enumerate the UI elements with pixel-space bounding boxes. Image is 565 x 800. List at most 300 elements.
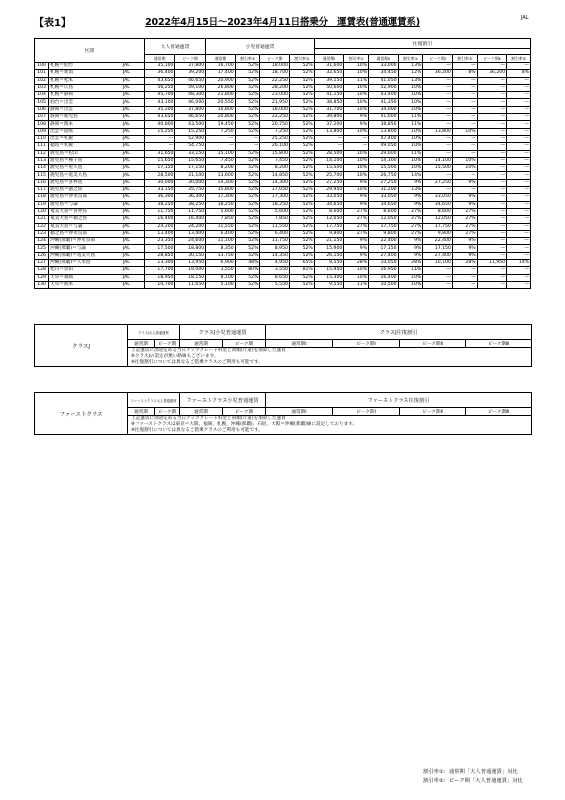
child-peak-cell: 14,850: [260, 172, 290, 179]
rt-regular1-cell: 41,150: [314, 92, 344, 99]
row-number-cell: 130: [35, 281, 49, 288]
rt-rate1-cell: 10%: [344, 274, 369, 281]
first-class-rt-peak3: ピーク期Ⅲ: [466, 408, 532, 416]
airline-cell: JAL: [122, 201, 144, 208]
child-peak-cell: 26,100: [260, 143, 290, 150]
rt-rate2-cell: —: [452, 135, 477, 142]
rt-rate2-cell: —: [452, 150, 477, 157]
adult-regular-cell: 23,350: [144, 238, 175, 245]
rt-rate2b-cell: —: [507, 157, 531, 164]
adult-peak-cell: 33,150: [175, 150, 206, 157]
rt-peak2-cell: —: [477, 245, 507, 252]
adult-peak-cell: 36,300: [175, 194, 206, 201]
adult-regular-cell: 43,650: [144, 114, 175, 121]
rt-regular1-cell: —: [314, 135, 344, 142]
child-peak-cell: 22,250: [260, 77, 290, 84]
adult-peak-cell: 30,150: [175, 252, 206, 259]
rt-peak1-cell: —: [423, 274, 453, 281]
first-class-child-regular: 通常期: [180, 408, 223, 416]
rt-peak2-cell: —: [477, 187, 507, 194]
rt-rate2b-cell: —: [507, 267, 531, 274]
child-rate1-cell: 52%: [235, 63, 260, 70]
rt-peak1-cell: —: [423, 121, 453, 128]
rt-peak1-cell: 12,050: [423, 216, 453, 223]
first-class-child-header: ファーストクラス小児普通運賃: [180, 393, 266, 408]
table-row: [35, 194, 531, 201]
rt-rate1-cell: 10%: [344, 267, 369, 274]
row-number-cell: 126: [35, 252, 49, 259]
rt-peak2-cell: —: [477, 165, 507, 172]
rt-peak2-cell: —: [477, 281, 507, 288]
rt-rate1b-cell: 10%: [398, 281, 423, 288]
child-rate1-cell: 52%: [235, 201, 260, 208]
table-row: [35, 172, 531, 179]
rt-regular1-cell: 38,850: [314, 99, 344, 106]
rt-rate2-cell: 27%: [452, 223, 477, 230]
rt-peak1-cell: 36,200: [423, 70, 453, 77]
route-header: 区間: [35, 39, 145, 63]
child-peak-cell: 5,550: [260, 281, 290, 288]
rt-peak2-cell: —: [477, 216, 507, 223]
rt-rate2b-cell: —: [507, 128, 531, 135]
table-row: [35, 143, 531, 150]
table-row: [35, 208, 531, 215]
rt-rate1b-cell: 13%: [398, 187, 423, 194]
child-rate2-cell: 52%: [289, 106, 314, 113]
rt-regular2-cell: 41,350: [369, 99, 399, 106]
rt-regular2-cell: 41,600: [369, 114, 399, 121]
rt-peak2-cell: —: [477, 172, 507, 179]
table-row: [35, 267, 531, 274]
rt-rate1b-cell: 9%: [398, 201, 423, 208]
child-rate1-cell: —: [235, 143, 260, 150]
class-j-table: [34, 324, 532, 367]
fare-table: [34, 38, 531, 289]
rt-rate2-cell: —: [452, 121, 477, 128]
child-peak-cell: 11,550: [260, 223, 290, 230]
child-rate1-cell: 52%: [235, 216, 260, 223]
adult-regular-cell: 11,750: [144, 208, 175, 215]
round-trip-header: 往復割引: [314, 39, 530, 49]
rt-peak1-cell: 14,100: [423, 157, 453, 164]
rt-rate2b-cell: —: [507, 135, 531, 142]
table-row: [35, 230, 531, 237]
rt-rate2-cell: 9%: [452, 179, 477, 186]
child-rate2-cell: 65%: [289, 260, 314, 267]
rt-rate2b-cell: —: [507, 245, 531, 252]
airline-cell: JAL: [122, 281, 144, 288]
adult-regular-cell: 24,200: [144, 223, 175, 230]
child-peak-cell: 28,200: [260, 84, 290, 91]
child-rate2-cell: 52%: [289, 135, 314, 142]
first-class-table: [34, 392, 532, 435]
adult-peak-cell: 37,800: [175, 63, 206, 70]
airline-cell: JAL: [122, 216, 144, 223]
child-peak-cell: 7,450: [260, 157, 290, 164]
rt-peak2-cell: —: [477, 230, 507, 237]
airline-cell: JAL: [122, 99, 144, 106]
child-rate1-cell: 52%: [235, 99, 260, 106]
rt-peak2-cell: —: [477, 77, 507, 84]
child-rate2-cell: 52%: [289, 99, 314, 106]
child-regular-cell: 7,450: [206, 157, 236, 164]
rt-rate2-cell: 9%: [452, 238, 477, 245]
child-rate2-cell: 52%: [289, 274, 314, 281]
first-class-child-peak: ピーク期: [223, 408, 266, 416]
adult-peak-cell: 24,600: [175, 238, 206, 245]
row-number-cell: 112: [35, 150, 49, 157]
rt-peak2-cell: —: [477, 150, 507, 157]
rt-regular2-header: 通常期Ⅱ: [369, 55, 399, 63]
rt-rate1b-cell: 10%: [398, 143, 423, 150]
rt-rate1b-cell: 11%: [398, 267, 423, 274]
route-name-cell: 旭川＝羽田: [49, 267, 122, 274]
class-j-note: [128, 348, 532, 367]
child-peak-cell: 20,750: [260, 121, 290, 128]
rt-rate1-cell: 9%: [344, 121, 369, 128]
rt-peak1-cell: —: [423, 135, 453, 142]
adult-regular-cell: 28,500: [144, 172, 175, 179]
rt-rate2b-cell: —: [507, 143, 531, 150]
rt-rate1-cell: 10%: [344, 99, 369, 106]
child-peak-cell: 8,200: [260, 165, 290, 172]
rt-rate2-cell: —: [452, 274, 477, 281]
rt-rate2b-cell: —: [507, 201, 531, 208]
row-number-cell: 129: [35, 274, 49, 281]
rt-regular1-cell: 37,200: [314, 121, 344, 128]
child-peak-cell: 4,950: [260, 260, 290, 267]
rt-rate1b-cell: 12%: [398, 70, 423, 77]
child-peak-cell: 17,050: [260, 187, 290, 194]
first-class-adult-peak: ピーク期: [155, 408, 180, 416]
adult-peak-cell: 59,100: [175, 84, 206, 91]
rt-rate2-cell: 10%: [452, 157, 477, 164]
child-rate1-cell: 52%: [235, 230, 260, 237]
child-regular-cell: 7,850: [206, 216, 236, 223]
child-rate2-cell: 52%: [289, 187, 314, 194]
adult-regular-cell: 17,700: [144, 267, 175, 274]
child-regular-cell: 17,300: [206, 194, 236, 201]
airline-cell: JAL: [122, 135, 144, 142]
footnotes: [423, 768, 523, 785]
row-number-cell: 113: [35, 157, 49, 164]
child-regular-cell: 7,250: [206, 128, 236, 135]
rt-rate1-cell: 27%: [344, 208, 369, 215]
rt-regular2-cell: 27,250: [369, 179, 399, 186]
child-rate2-cell: 52%: [289, 84, 314, 91]
rt-rate2b-cell: —: [507, 84, 531, 91]
rt-peak2-cell: —: [477, 252, 507, 259]
rt-regular2-cell: 34,450: [369, 70, 399, 77]
rt-rate2-cell: —: [452, 92, 477, 99]
rt-rate1-cell: 10%: [344, 187, 369, 194]
route-name-cell: 奄美大島＝喜界島: [49, 208, 122, 215]
airline-cell: JAL: [122, 143, 144, 150]
footnote-rate2: 割引率②：ピーク期「大人普通運賃」対比: [423, 777, 523, 784]
adult-peak-cell: 13,950: [175, 260, 206, 267]
rt-regular2-cell: 26,750: [369, 172, 399, 179]
rt-rate2-header: 割引率②: [452, 55, 477, 63]
rt-regular1-cell: 27,250: [314, 179, 344, 186]
rt-rate1b-cell: 9%: [398, 245, 423, 252]
route-name-cell: 札幌＝仙台: [49, 63, 122, 70]
adult-regular-cell: 15,650: [144, 157, 175, 164]
child-rate1-cell: 52%: [235, 179, 260, 186]
adult-regular-cell: 18,950: [144, 274, 175, 281]
row-number-cell: 121: [35, 216, 49, 223]
table-row: [35, 157, 531, 164]
rt-regular1-cell: 25,700: [314, 172, 344, 179]
rt-peak1-cell: 22,400: [423, 238, 453, 245]
class-j-child-peak: ピーク期: [223, 340, 266, 348]
class-j-rt-regular1: 通常期Ⅰ: [266, 340, 333, 348]
row-number-cell: 123: [35, 230, 49, 237]
child-rate1-cell: 52%: [235, 150, 260, 157]
rt-rate1b-cell: 28%: [398, 260, 423, 267]
rt-peak1-cell: 10,100: [423, 260, 453, 267]
adult-peak-cell: 39,200: [175, 70, 206, 77]
rt-peak2-cell: —: [477, 99, 507, 106]
rt-regular1-cell: 9,800: [314, 230, 344, 237]
rt-rate2b-cell: —: [507, 230, 531, 237]
row-number-cell: 128: [35, 267, 49, 274]
row-number-cell: 125: [35, 245, 49, 252]
rt-rate2-cell: 27%: [452, 230, 477, 237]
child-peak-cell: 15,800: [260, 150, 290, 157]
table-row: [35, 223, 531, 230]
rt-rate1b-cell: 10%: [398, 128, 423, 135]
table-row: [35, 128, 531, 135]
adult-regular-cell: 10,700: [144, 281, 175, 288]
rt-rate2b-cell: —: [507, 252, 531, 259]
child-fare-header: 小児普通運賃: [206, 39, 315, 55]
route-name-cell: 札幌＝新潟: [49, 70, 122, 77]
adult-regular-cell: 36,300: [144, 194, 175, 201]
airline-cell: JAL: [122, 179, 144, 186]
adult-peak-header: ピーク期: [175, 55, 206, 63]
route-name-cell: 徳之島＝沖永良部: [49, 230, 122, 237]
adult-regular-cell: 43,650: [144, 77, 175, 84]
child-rate2-cell: 52%: [289, 238, 314, 245]
child-rate2-cell: 52%: [289, 281, 314, 288]
rt-rate2b-cell: —: [507, 63, 531, 70]
first-class-note-line3: ※往復割引については異なるご搭乗クラスのご利用も可能です。: [131, 428, 263, 433]
child-regular-cell: 5,600: [206, 208, 236, 215]
rt-rate2-cell: —: [452, 63, 477, 70]
child-rate1-cell: 52%: [235, 157, 260, 164]
child-regular-cell: —: [206, 135, 236, 142]
adult-peak-cell: 15,650: [175, 157, 206, 164]
table-row: [35, 216, 531, 223]
class-j-adult-regular: 通常期: [128, 340, 155, 348]
first-class-note-line2: ※ファーストクラスは東京＝大阪、福岡、札幌、沖縄(那覇)、石垣、大阪＝沖縄(那覇)線に設定しております。: [131, 422, 358, 427]
child-peak-cell: 21,950: [260, 99, 290, 106]
rt-peak1-cell: —: [423, 84, 453, 91]
rt-regular2-cell: 33,050: [369, 194, 399, 201]
table-row: [35, 70, 531, 77]
child-regular-cell: 15,100: [206, 150, 236, 157]
airline-cell: JAL: [122, 63, 144, 70]
rt-regular1-cell: 39,150: [314, 77, 344, 84]
table-row: [35, 165, 531, 172]
child-rate1-cell: 48%: [235, 260, 260, 267]
rt-rate1b-cell: 9%: [398, 179, 423, 186]
table-row: [35, 99, 531, 106]
route-name-cell: 札幌＝松本: [49, 77, 122, 84]
rt-rate1-cell: 10%: [344, 165, 369, 172]
rt-rate2-cell: 8%: [452, 70, 477, 77]
rt-rate1-cell: 10%: [344, 128, 369, 135]
child-regular-cell: 17,400: [206, 70, 236, 77]
child-rate1-cell: 52%: [235, 70, 260, 77]
child-peak-cell: 17,300: [260, 194, 290, 201]
rt-peak2-cell: —: [477, 267, 507, 274]
adult-peak-cell: 18,800: [175, 245, 206, 252]
adult-regular-cell: 28,850: [144, 252, 175, 259]
row-number-cell: 109: [35, 128, 49, 135]
rt-regular2-cell: 33,000: [369, 63, 399, 70]
rt-regular2-cell: 29,600: [369, 150, 399, 157]
row-number-cell: 106: [35, 106, 49, 113]
airline-cell: JAL: [122, 106, 144, 113]
rt-rate1b-cell: 27%: [398, 223, 423, 230]
rt-rate2b-cell: —: [507, 187, 531, 194]
rt-regular1-cell: 31,600: [314, 63, 344, 70]
row-number-cell: 115: [35, 172, 49, 179]
child-rate1-cell: 52%: [235, 84, 260, 91]
row-number-cell: 104: [35, 92, 49, 99]
airline-cell: JAL: [122, 274, 144, 281]
rt-rate1-cell: 10%: [344, 92, 369, 99]
rt-regular2-cell: 8,600: [369, 208, 399, 215]
adult-regular-cell: 16,400: [144, 216, 175, 223]
rt-regular2-cell: 41,050: [369, 77, 399, 84]
rt-rate2-cell: 10%: [452, 128, 477, 135]
table-row: [35, 274, 531, 281]
child-peak-cell: 22,250: [260, 114, 290, 121]
rt-rate2-cell: —: [452, 114, 477, 121]
rt-regular1-cell: 15,950: [314, 267, 344, 274]
table-row: [35, 179, 531, 186]
rt-rate1-cell: —: [344, 143, 369, 150]
child-regular-cell: —: [206, 143, 236, 150]
rt-rate1-cell: 9%: [344, 114, 369, 121]
rt-rate2b-cell: —: [507, 165, 531, 172]
child-rate1-cell: 52%: [235, 245, 260, 252]
child-peak-cell: 11,750: [260, 238, 290, 245]
rt-regular2-cell: 43,400: [369, 92, 399, 99]
rt-rate2-cell: —: [452, 267, 477, 274]
adult-regular-cell: —: [144, 135, 175, 142]
rt-rate2b-cell: —: [507, 92, 531, 99]
rt-rate2b-cell: 8%: [507, 70, 531, 77]
rt-rate1b-cell: 13%: [398, 77, 423, 84]
rt-rate2-cell: —: [452, 106, 477, 113]
route-name-cell: 沖縄(那覇)＝沖永良部: [49, 238, 122, 245]
rt-rate2b-cell: —: [507, 281, 531, 288]
rt-peak2-header: ピーク期Ⅱ: [477, 55, 507, 63]
child-regular-cell: 8,200: [206, 165, 236, 172]
page-title: 2022年4月15日～2023年4月11日搭乗分 運賃表(普通運賃系): [145, 17, 420, 28]
child-regular-cell: 21,800: [206, 92, 236, 99]
route-name-cell: 鹿児島＝種子島: [49, 157, 122, 164]
airline-cell: JAL: [122, 70, 144, 77]
rt-rate2-cell: 27%: [452, 216, 477, 223]
route-name-cell: 天草＝福岡: [49, 274, 122, 281]
airline-cell: JAL: [122, 150, 144, 157]
adult-regular-cell: 35,100: [144, 63, 175, 70]
adult-peak-cell: 17,150: [175, 165, 206, 172]
adult-peak-cell: 46,000: [175, 99, 206, 106]
adult-regular-header: 通常期: [144, 55, 175, 63]
table-row: [35, 187, 531, 194]
rt-rate1b-cell: 10%: [398, 165, 423, 172]
adult-peak-cell: 24,200: [175, 223, 206, 230]
child-rate2-cell: 52%: [289, 150, 314, 157]
child-peak-cell: 5,600: [260, 208, 290, 215]
rt-rate1-cell: 9%: [344, 238, 369, 245]
rt-peak2-cell: —: [477, 179, 507, 186]
class-j-rt-peak3: ピーク期Ⅲ: [466, 340, 532, 348]
rt-rate2b-cell: —: [507, 114, 531, 121]
rt-rate1b-cell: 9%: [398, 194, 423, 201]
rt-peak1-cell: 9,800: [423, 230, 453, 237]
row-number-cell: 108: [35, 121, 49, 128]
table-row: [35, 245, 531, 252]
child-peak-cell: 7,250: [260, 128, 290, 135]
rt-peak2-cell: —: [477, 238, 507, 245]
rt-peak2-cell: —: [477, 208, 507, 215]
rt-peak1-cell: —: [423, 267, 453, 274]
rt-regular2-cell: 10,050: [369, 260, 399, 267]
rt-rate1-cell: 10%: [344, 157, 369, 164]
row-number-cell: 102: [35, 77, 49, 84]
table-row: [35, 201, 531, 208]
rt-peak1-cell: —: [423, 106, 453, 113]
rt-rate1-cell: 10%: [344, 172, 369, 179]
airline-cell: JAL: [122, 114, 144, 121]
rt-rate1-cell: 28%: [344, 260, 369, 267]
rt-regular1-cell: 26,150: [314, 252, 344, 259]
rt-peak1-cell: —: [423, 281, 453, 288]
adult-peak-cell: 31,100: [175, 172, 206, 179]
rt-rate1-cell: 9%: [344, 179, 369, 186]
child-rate2-cell: 52%: [289, 201, 314, 208]
child-regular-cell: 13,750: [206, 252, 236, 259]
route-name-cell: 鹿児島＝喜界島: [49, 179, 122, 186]
child-regular-cell: 15,800: [206, 187, 236, 194]
adult-peak-cell: 54,750: [175, 143, 206, 150]
first-class-rt-regular1: 通常期Ⅰ: [266, 408, 333, 416]
rt-regular1-cell: 28,500: [314, 150, 344, 157]
rt-regular1-cell: 15,500: [314, 165, 344, 172]
child-rate2-cell: 52%: [289, 194, 314, 201]
rt-regular1-cell: 39,800: [314, 114, 344, 121]
rt-rate1-cell: 10%: [344, 70, 369, 77]
airline-cell: JAL: [122, 165, 144, 172]
child-rate2-cell: 52%: [289, 223, 314, 230]
class-j-adult-header: クラスJ大人普通運賃: [128, 325, 180, 340]
rt-rate1-cell: 9%: [344, 252, 369, 259]
row-number-cell: 111: [35, 143, 49, 150]
rt-regular2-cell: 17,750: [369, 223, 399, 230]
airline-cell: JAL: [122, 187, 144, 194]
child-rate2-cell: 52%: [289, 114, 314, 121]
rt-peak2-cell: —: [477, 63, 507, 70]
rt-regular1-cell: 15,300: [314, 274, 344, 281]
rt-regular1-cell: 34,650: [314, 201, 344, 208]
child-rate2-header: 割引率②: [289, 55, 314, 63]
